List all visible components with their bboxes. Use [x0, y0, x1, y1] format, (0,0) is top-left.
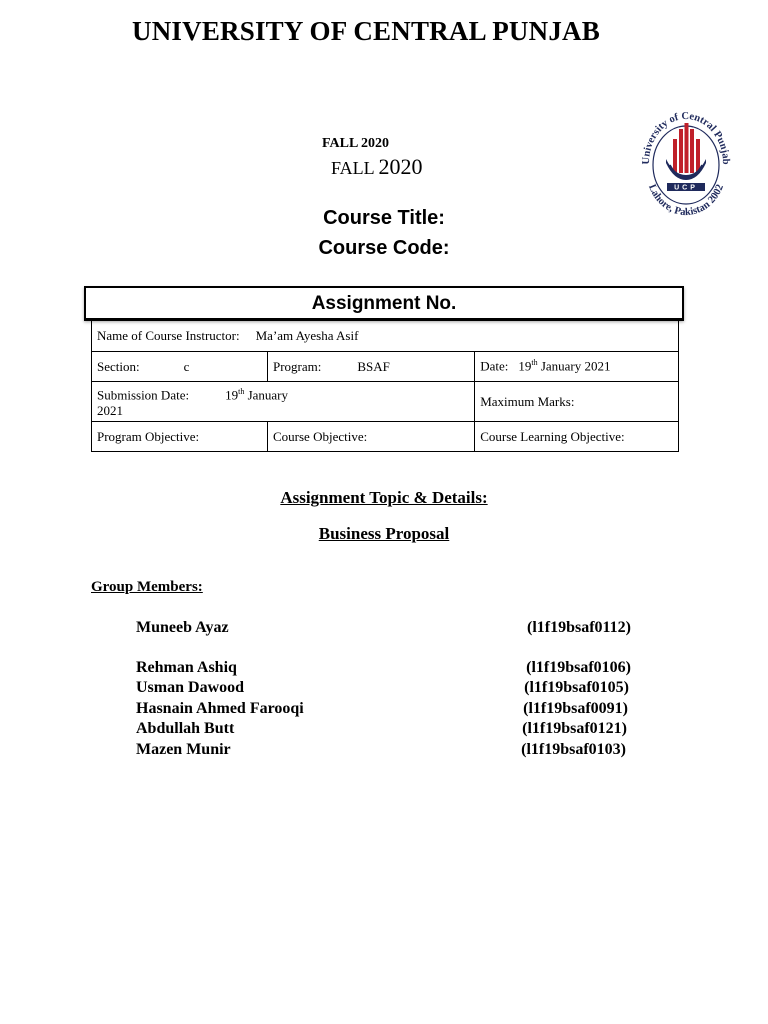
member-name: Abdullah Butt: [136, 720, 235, 737]
seal-top-text: University of Central Punjab: [640, 110, 732, 165]
instructor-value: Ma’am Ayesha Asif: [255, 327, 359, 343]
assignment-number-box: Assignment No.: [84, 286, 684, 320]
submission-date-cell: [92, 382, 475, 422]
course-learning-objective-label: Course Learning Objective:: [480, 428, 625, 444]
group-members-heading: Group Members:: [91, 579, 203, 595]
member-name: Muneeb Ayaz: [136, 619, 229, 636]
program-objective-label: Program Objective:: [97, 428, 200, 444]
submission-suffix: th: [238, 387, 245, 396]
member-id: (l1f19bsaf0106): [526, 659, 631, 676]
course-learning-objective-cell: [475, 422, 679, 452]
member-name: Rehman Ashiq: [136, 659, 237, 676]
member-name: Hasnain Ahmed Farooqi: [136, 700, 304, 717]
instructor-label: Name of Course Instructor:: [97, 327, 240, 343]
seal-letters: UCP: [674, 184, 698, 192]
submission-year: 2021: [97, 403, 123, 419]
member-id: (l1f19bsaf0121): [522, 720, 627, 737]
member-id: (l1f19bsaf0105): [524, 679, 629, 696]
course-title-label: Course Title:: [323, 207, 445, 229]
member-name: Usman Dawood: [136, 679, 245, 696]
member-name: Mazen Munir: [136, 741, 231, 758]
program-objective-cell: [92, 422, 268, 452]
member-id: (l1f19bsaf0103): [521, 741, 626, 758]
term-label-large: [331, 154, 423, 180]
date-cell: [475, 352, 679, 382]
university-title: UNIVERSITY OF CENTRAL PUNJAB: [132, 16, 600, 46]
date-label: Date:: [480, 358, 509, 374]
term-word: FALL: [331, 158, 374, 178]
section-value: c: [183, 358, 190, 374]
max-marks-cell: [475, 382, 679, 422]
submission-day: 19: [225, 387, 239, 403]
seal-bottom-text: Lahore, Pakistan 2002: [645, 182, 727, 219]
program-cell: [268, 352, 475, 382]
member-id: (l1f19bsaf0112): [527, 619, 631, 636]
submission-rest: January: [244, 387, 289, 403]
term-label-small: FALL 2020: [322, 136, 390, 151]
program-value: BSAF: [357, 358, 390, 374]
date-suffix: th: [531, 358, 538, 368]
seal-emblem: [666, 123, 706, 192]
course-objective-label: Course Objective:: [273, 428, 368, 444]
member-id: (l1f19bsaf0091): [523, 700, 628, 717]
topic-heading: Assignment Topic & Details:: [280, 488, 488, 507]
course-objective-cell: [268, 422, 475, 452]
program-label: Program:: [273, 358, 322, 374]
university-seal-logo: [636, 103, 736, 225]
instructor-cell: [92, 320, 679, 352]
max-marks-label: Maximum Marks:: [480, 393, 575, 409]
section-cell: [92, 352, 268, 382]
term-year: 2020: [378, 154, 423, 179]
course-code-label: Course Code:: [318, 237, 450, 259]
date-day: 19: [518, 358, 532, 374]
section-label: Section:: [97, 358, 140, 374]
date-rest: January 2021: [537, 358, 611, 374]
submission-label: Submission Date:: [97, 387, 190, 403]
assignment-info-table: [91, 319, 679, 452]
topic-title: Business Proposal: [318, 524, 450, 543]
